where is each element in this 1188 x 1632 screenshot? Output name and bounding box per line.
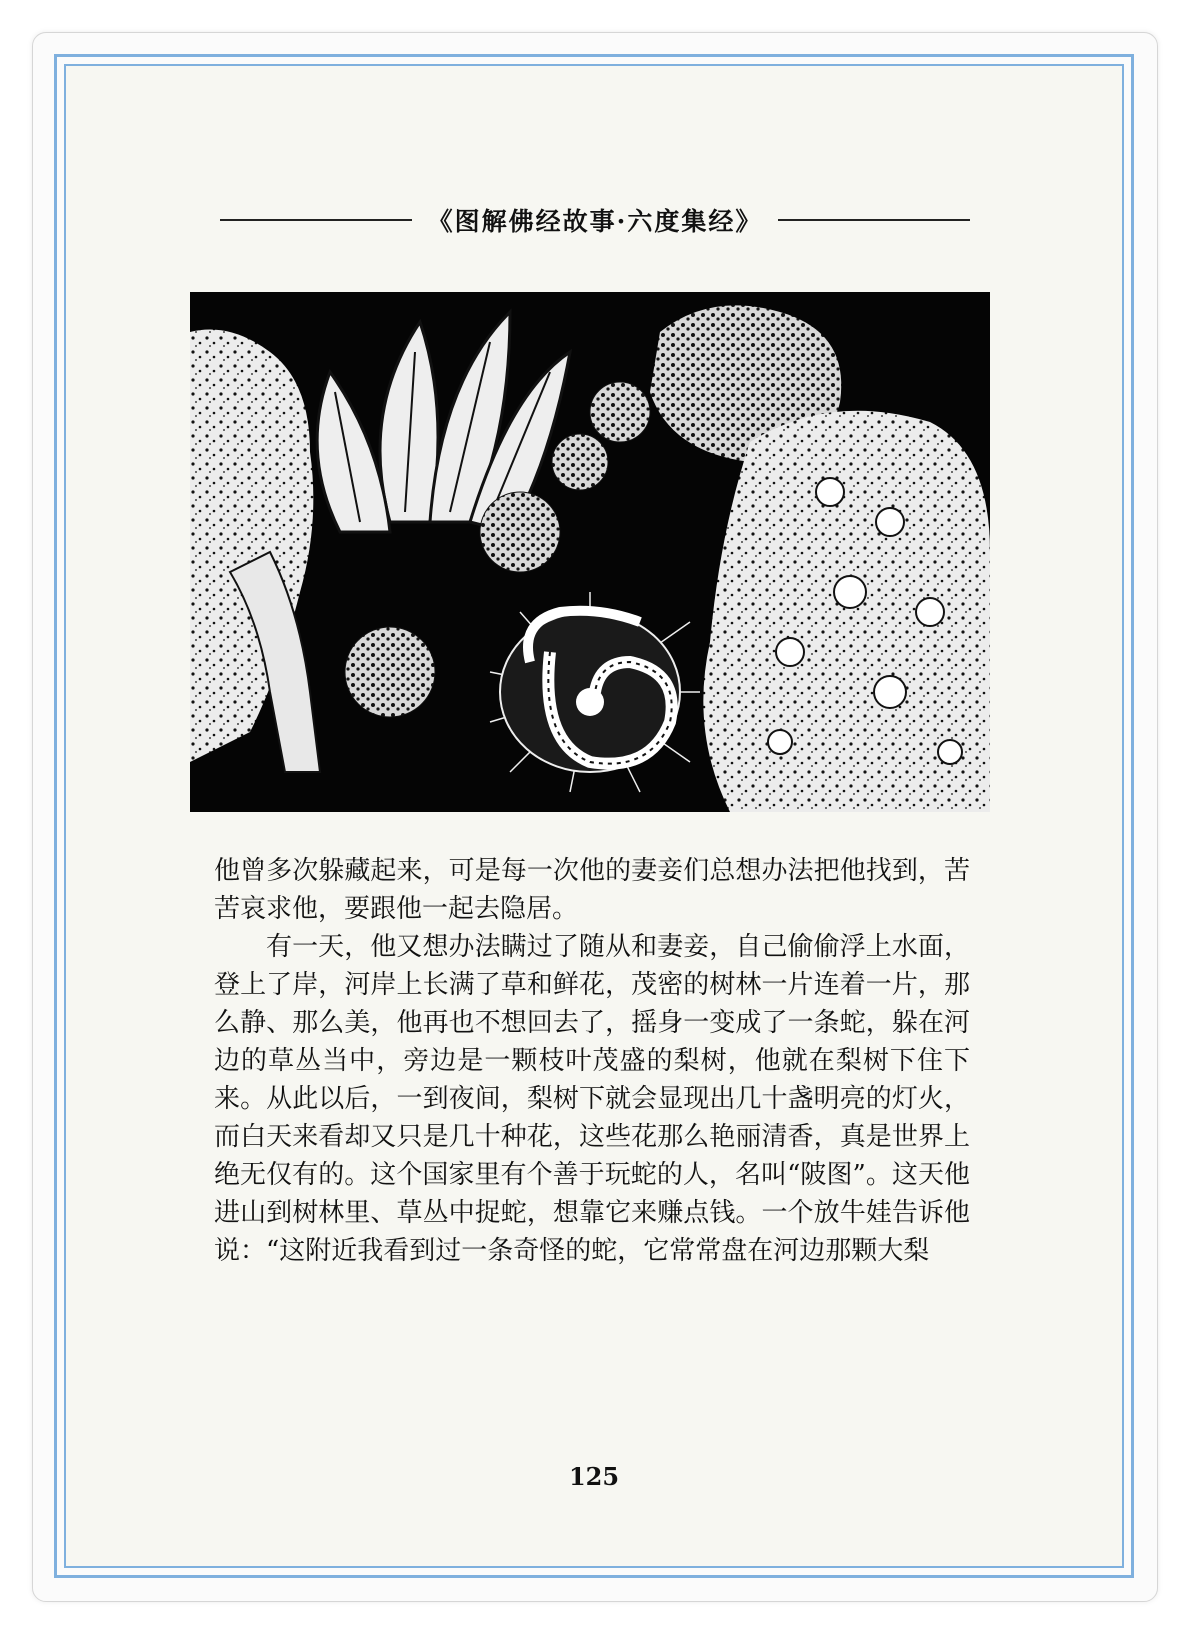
illustration-woodcut [190,292,990,812]
story-text [214,852,970,1270]
page-number: 125 [568,1462,620,1491]
header-rule-right [778,219,970,221]
illustration-drawing [190,292,990,812]
page-frame-inner [64,64,1124,1568]
paragraph-2: 有一天，他又想办法瞒过了随从和妻妾，自己偷偷浮上水面，登上了岸，河岸上长满了草和鲜花，茂密的树林一片连着一片，那么静、那么美，他再也不想回去了，摇身一变成了一条蛇，躲在河边的草丛当中，旁边是一颗枝叶茂盛的梨树，他就在梨树下住下来。从此以后，一到夜间，梨树下就会显现出几十盏明亮的灯火，而白天来看却又只是几十种花，这些花那么艳丽清香，真是世界上绝无仅有的。这个国家里有个善于玩蛇的人，名叫“陂图”。这天他进山到树林里、草丛中捉蛇，想靠它来赚点钱。一个放牛娃告诉他说：“这附近我看到过一条奇怪的蛇，它常常盘在河边那颗大梨 [214,932,970,1266]
running-header [220,200,970,240]
paragraph-1: 他曾多次躲藏起来，可是每一次他的妻妾们总想办法把他找到，苦苦哀求他，要跟他一起去隐居。 [214,856,970,924]
header-rule-left [220,219,412,221]
book-title: 《图解佛经故事·六度集经》 [427,207,763,236]
